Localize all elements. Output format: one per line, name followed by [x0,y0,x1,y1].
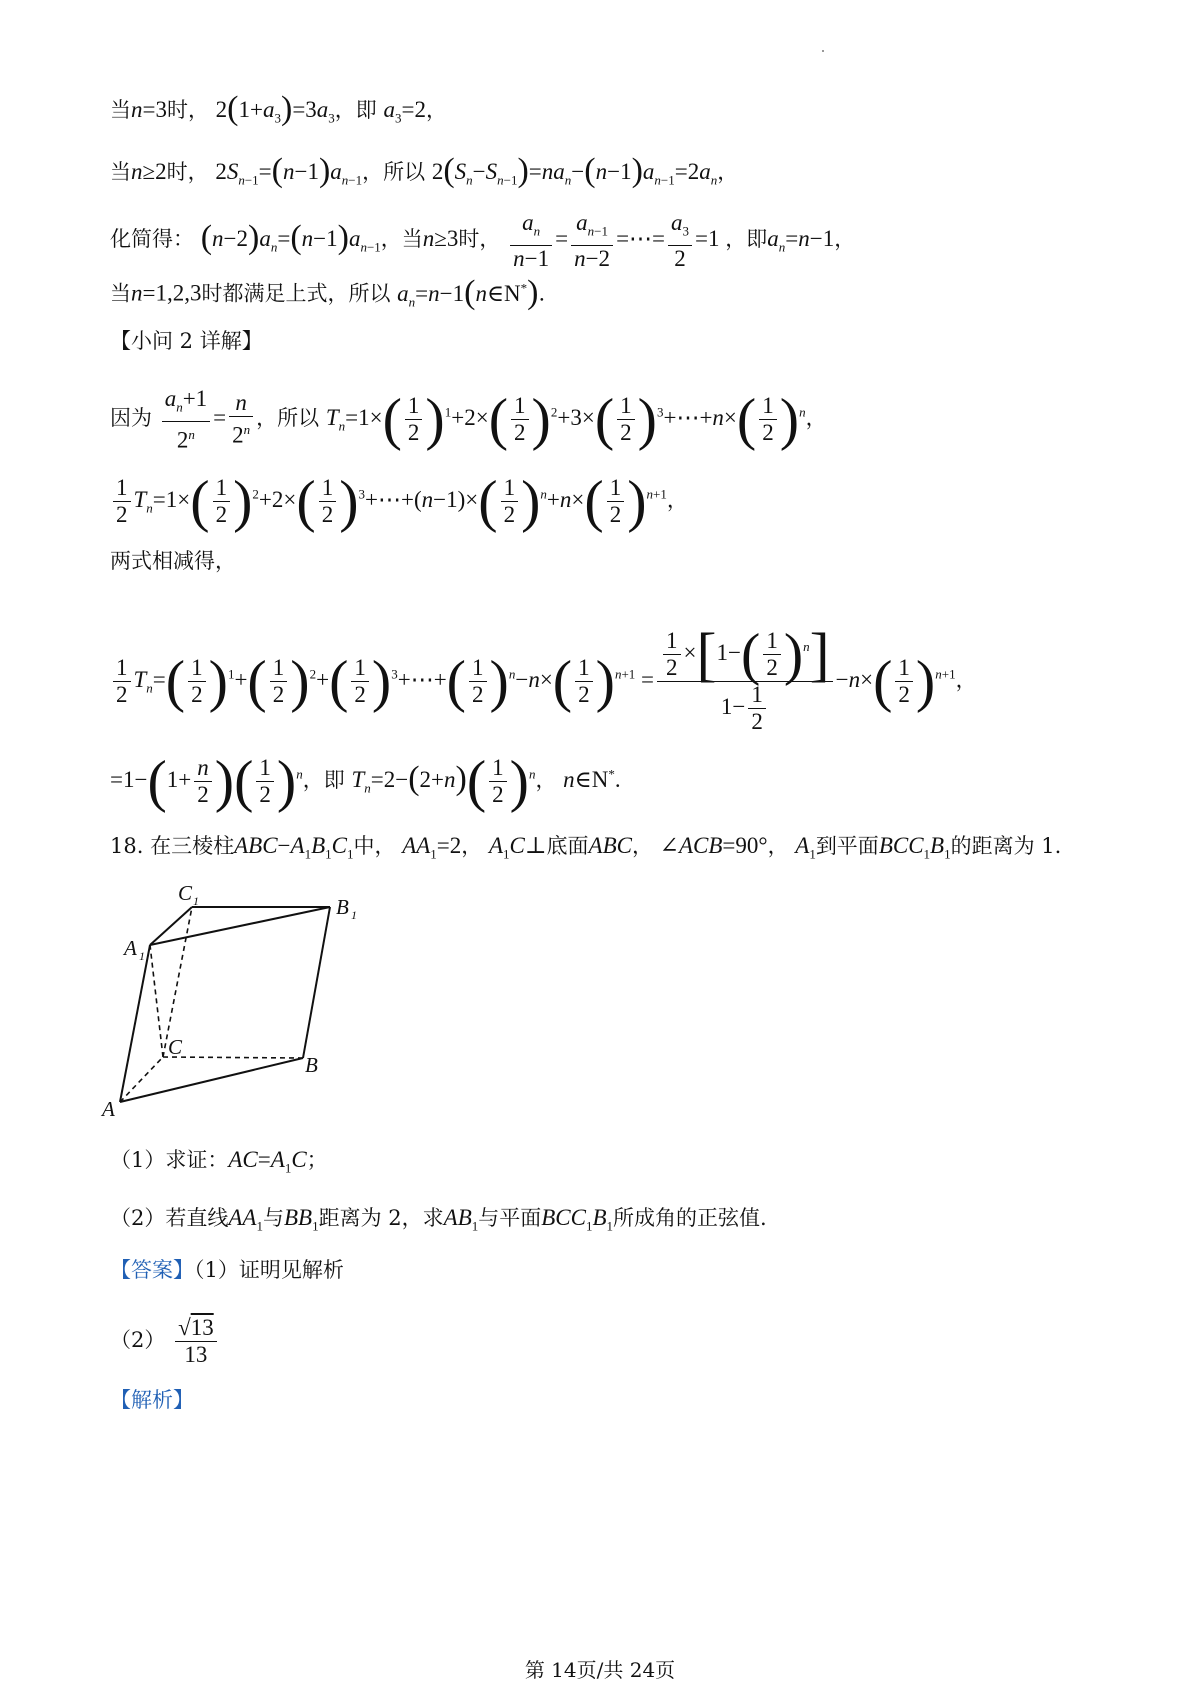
label-C: C [168,1035,183,1059]
section-heading: 【小问 2 详解】 [110,329,263,353]
page-footer: 第 14页/共 24页 [524,1658,676,1682]
line-8: 两式相减得， [110,549,236,573]
svg-text:1: 1 [139,949,145,963]
line-9: $\frac{1}{2}$ $T_n=$( $\frac{1}{2}$ )$^1$+( $\frac{1}{2}$ )$^2$+( $\frac{1}{2}$ )$^3$+⋯+( $\frac{1}{2}$ )$^n$−n×( $\frac{1}{2}$ )$^{n+1}$ = $\frac{1}{2}$ ×[1−( $\frac{1}{2}$ )$^n$] 1− $\frac{1}{2}$ −n×( $\frac{1}{2}$ )$^{n+1}$， [110,628,977,735]
line-2: 当n≥2时， $2S_{n-1}=(n-1)a_{n-1}$，所以 $2(S_n-S_{n-1})=na_n-(n-1)a_{n-1}=2a_n$， [110,152,739,189]
label-B: B [305,1053,318,1077]
line-6: 因为 $\frac{a_n+1}{2^n}$ = $\frac{n}{2^n}$ ，所以 $T_n=1\times$( $\frac{1}{2}$ )$^1$+2×( $\frac{1}{2}$ )$^2$+3×( $\frac{1}{2}$ )$^3$+⋯+n×( $\frac{1}{2}$ )$^n$， [110,386,827,453]
svg-text:1: 1 [351,908,357,922]
label-A: A [102,1097,115,1121]
label-C1: C [178,881,193,905]
line-10: =1−(1+ $\frac{n}{2}$ )( $\frac{1}{2}$ )$^n$，即 $T_n=2-(2+n)$( $\frac{1}{2}$ )$^n$， n∈N*. [110,748,621,814]
answer-1: 【答案】（1）证明见解析 [110,1258,344,1282]
label-A1: A [124,936,137,960]
label-B1: B [336,895,349,919]
prism-figure [98,880,398,1140]
question-2: （2）若直线$AA_1$与$BB_1$距离为 2，求$AB_1$与平面$BCC_1B_1$所成角的正弦值. [110,1205,767,1234]
answer-2: （2） $\frac{√13}{13}$ [110,1315,220,1368]
line-1: 当n=3时， $2(1+a_3)=3a_3$，即 $a_3=2$， [110,90,447,127]
edge-A1B1 [150,907,330,945]
line-4: 当n=1,2,3时都满足上式，所以 $a_n=n-1(n\in N^*)$. [110,273,546,311]
edge-B1B [303,907,330,1058]
question-1: （1）求证：$AC=A_1C$； [110,1147,328,1176]
scan-speck [822,50,824,52]
answer-tag: 【答案】 [110,1258,194,1282]
line-7: $\frac{1}{2}$ $T_n=1\times$( $\frac{1}{2}$ )$^2$+2×( $\frac{1}{2}$ )$^3$+⋯+(n−1)×( $\frac{1}{2}$ )$^n$+n×( $\frac{1}{2}$ )$^{n+1}$， [110,475,688,528]
edge-CA1-hidden [150,945,163,1057]
line-3: 化简得： $(n-2)a_n=(n-1)a_{n-1}$，当n≥3时， $\frac{a_n}{n-1}$ = $\frac{a_{n-1}}{n-2}$ =⋯= $\frac{a_3}{2}$ =1 ，即$a_n=n-1$， [110,210,856,271]
edge-AB [120,1058,303,1102]
edge-CB-hidden [163,1057,303,1058]
edge-AA1 [120,945,150,1102]
svg-text:1: 1 [193,894,199,908]
analysis-tag: 【解析】 [110,1388,194,1412]
problem-18-statement: 18. 在三棱柱$ABC-A_1B_1C_1$中， $AA_1=2$， $A_1C\perp$底面ABC， ∠ACB=90°， $A_1$到平面$BCC_1B_1$的距离为 1. [110,833,1062,862]
